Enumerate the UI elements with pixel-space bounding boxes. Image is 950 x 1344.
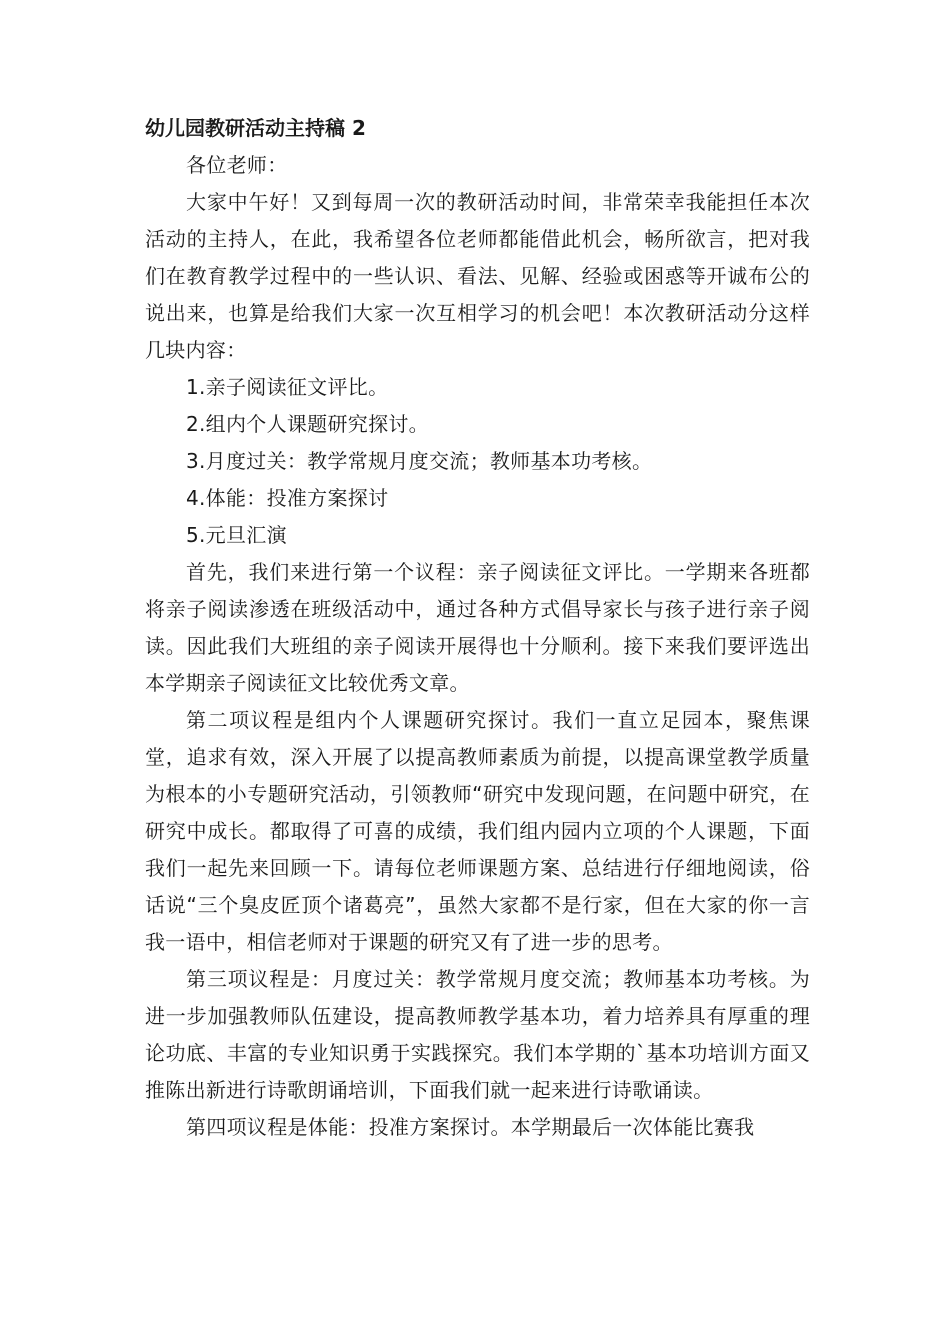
body-paragraph-second-agenda: 第二项议程是组内个人课题研究探讨。我们一直立足园本，聚焦课堂，追求有效，深入开展了以提高教师素质为前提，以提高课堂教学质量为根本的小专题研究活动，引领教师“研究中发现问题，在问题中研究，在研究中成长。都取得了可喜的成绩，我们组内园内立项的个人课题，下面我们一起先来回顾一下。请每位老师课题方案、总结进行仔细地阅读，俗话说“三个臭皮匠顶个诸葛亮”，虽然大家都不是行家，但在大家的你一言我一语中，相信老师对于课题的研究又有了进一步的思考。 (145, 708, 810, 954)
agenda-item-4: 4.体能：投准方案探讨 (186, 486, 389, 510)
document-title: 幼儿园教研活动主持稿 2 (145, 116, 366, 140)
body-paragraph-third-agenda: 第三项议程是：月度过关：教学常规月度交流；教师基本功考核。为进一步加强教师队伍建设，提高教师教学基本功，着力培养具有厚重的理论功底、丰富的专业知识勇于实践探究。我们本学期的`基本功培训方面又推陈出新进行诗歌朗诵培训，下面我们就一起来进行诗歌诵读。 (145, 967, 810, 1102)
agenda-item-3: 3.月度过关：教学常规月度交流；教师基本功考核。 (186, 449, 653, 473)
salutation: 各位老师： (186, 153, 288, 177)
opening-paragraph: 大家中午好！又到每周一次的教研活动时间，非常荣幸我能担任本次活动的主持人，在此，我希望各位老师都能借此机会，畅所欲言，把对我们在教育教学过程中的一些认识、看法、见解、经验或困惑等开诚布公的说出来，也算是给我们大家一次互相学习的机会吧！本次教研活动分这样几块内容： (145, 190, 810, 362)
agenda-item-2: 2.组内个人课题研究探讨。 (186, 412, 429, 436)
document-body (145, 110, 810, 1146)
agenda-item-5: 5.元旦汇演 (186, 523, 287, 547)
body-paragraph-fourth-agenda: 第四项议程是体能：投准方案探讨。本学期最后一次体能比赛我 (186, 1115, 755, 1139)
agenda-item-1: 1.亲子阅读征文评比。 (186, 375, 389, 399)
body-paragraph-first-agenda: 首先，我们来进行第一个议程：亲子阅读征文评比。一学期来各班都将亲子阅读渗透在班级活动中，通过各种方式倡导家长与孩子进行亲子阅读。因此我们大班组的亲子阅读开展得也十分顺利。接下来我们要评选出本学期亲子阅读征文比较优秀文章。 (145, 560, 810, 695)
